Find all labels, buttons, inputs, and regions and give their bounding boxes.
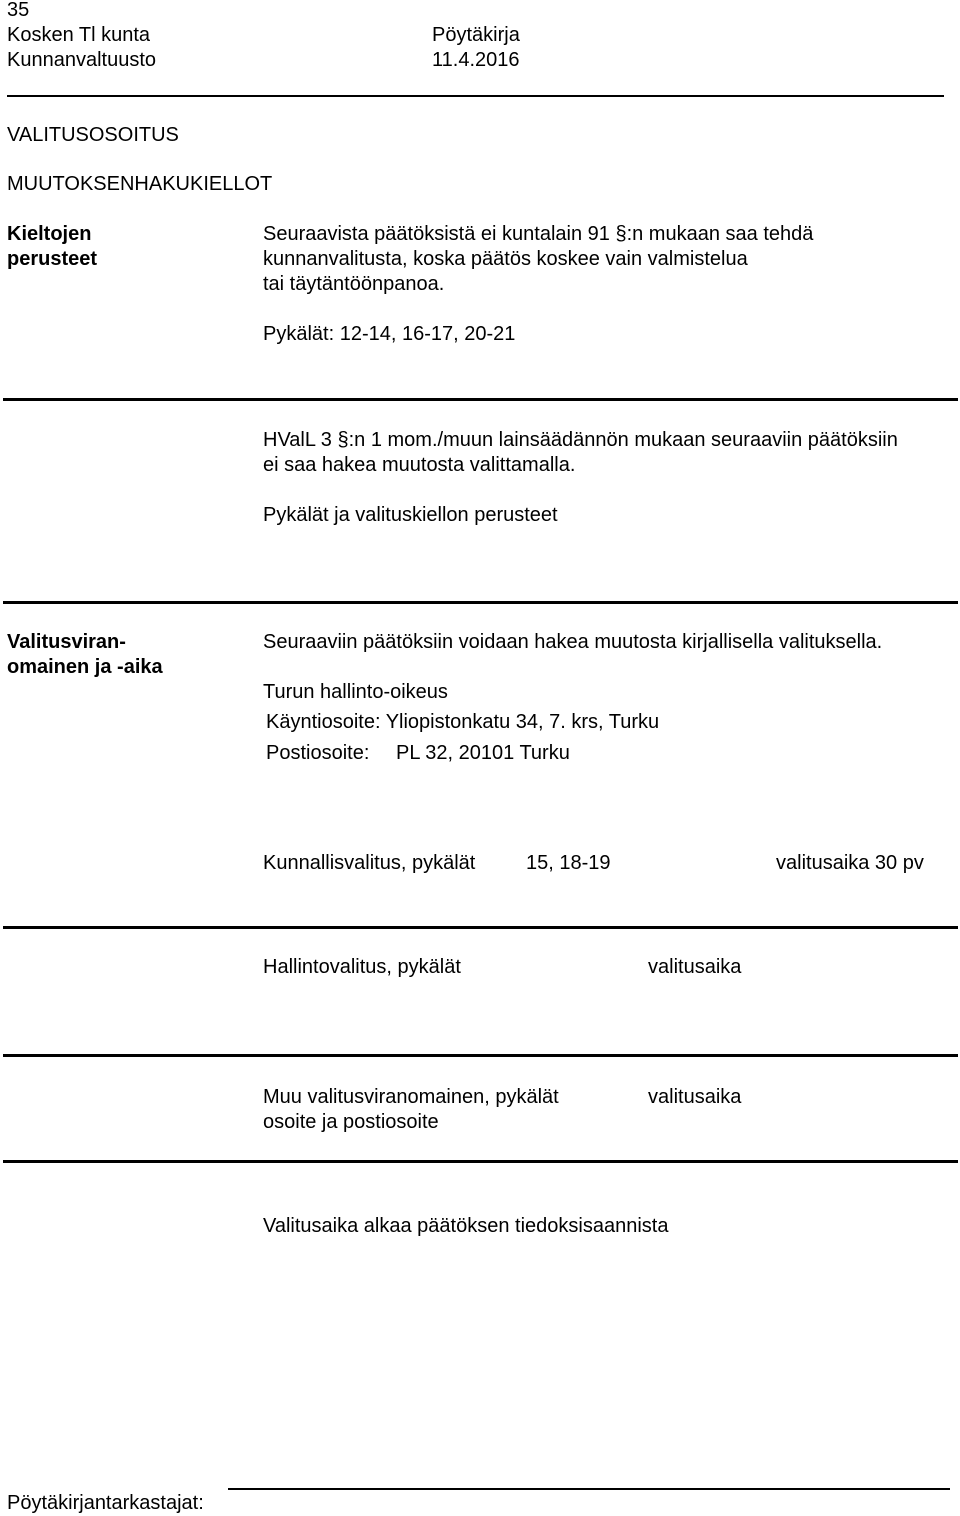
postal-label: Postiosoite:: [266, 742, 370, 764]
visit-address: Käyntiosoite: Yliopistonkatu 34, 7. krs, Turku: [266, 711, 660, 733]
other-authority-period: valitusaika: [648, 1086, 742, 1108]
other-authority-label-line1: Muu valitusviranomainen, pykälät: [263, 1086, 559, 1108]
bans-label-line2: perusteet: [7, 248, 98, 270]
meeting-date: 11.4.2016: [432, 49, 520, 71]
hvall-sections: Pykälät ja valituskiellon perusteet: [263, 504, 558, 526]
authority-label-line1: Valitusviran-: [7, 631, 126, 653]
header-divider: [7, 95, 944, 97]
administrative-appeal-label: Hallintovalitus, pykälät: [263, 956, 461, 978]
municipal-appeal-period: valitusaika 30 pv: [776, 852, 924, 874]
bans-sections: Pykälät: 12-14, 16-17, 20-21: [263, 323, 516, 345]
hvall-text-line1: HValL 3 §:n 1 mom./muun lainsäädännön mukaan seuraaviin päätöksiin: [263, 429, 898, 451]
divider: [3, 1160, 958, 1163]
authority-label-line2: omainen ja -aika: [7, 656, 163, 678]
bans-text-line1: Seuraavista päätöksistä ei kuntalain 91 §:n mukaan saa tehdä: [263, 223, 814, 245]
authority-intro: Seuraaviin päätöksiin voidaan hakea muutosta kirjallisella valituksella.: [263, 631, 883, 653]
appeal-start-note: Valitusaika alkaa päätöksen tiedoksisaannista: [263, 1215, 669, 1237]
postal-address: PL 32, 20101 Turku: [396, 742, 570, 764]
municipal-appeal-label: Kunnallisvalitus, pykälät: [263, 852, 476, 874]
reviewers-label: Pöytäkirjantarkastajat:: [7, 1492, 204, 1514]
subsection-title: MUUTOKSENHAKUKIELLOT: [7, 173, 273, 195]
municipal-appeal-sections: 15, 18-19: [526, 852, 611, 874]
bans-label-line1: Kieltojen: [7, 223, 92, 245]
divider: [3, 1054, 958, 1057]
document-type: Pöytäkirja: [432, 24, 520, 46]
divider: [3, 926, 958, 929]
bans-text-line3: tai täytäntöönpanoa.: [263, 273, 445, 295]
hvall-text-line2: ei saa hakea muutosta valittamalla.: [263, 454, 576, 476]
organization-name: Kosken Tl kunta: [7, 24, 151, 46]
administrative-appeal-period: valitusaika: [648, 956, 742, 978]
signature-line: [228, 1488, 950, 1490]
page-number: 35: [7, 0, 30, 21]
section-title: VALITUSOSOITUS: [7, 124, 179, 146]
divider: [3, 601, 958, 604]
bans-text-line2: kunnanvalitusta, koska päätös koskee vain valmistelua: [263, 248, 748, 270]
body-name: Kunnanvaltuusto: [7, 49, 157, 71]
divider: [3, 398, 958, 401]
authority-name: Turun hallinto-oikeus: [263, 681, 448, 703]
other-authority-label-line2: osoite ja postiosoite: [263, 1111, 439, 1133]
